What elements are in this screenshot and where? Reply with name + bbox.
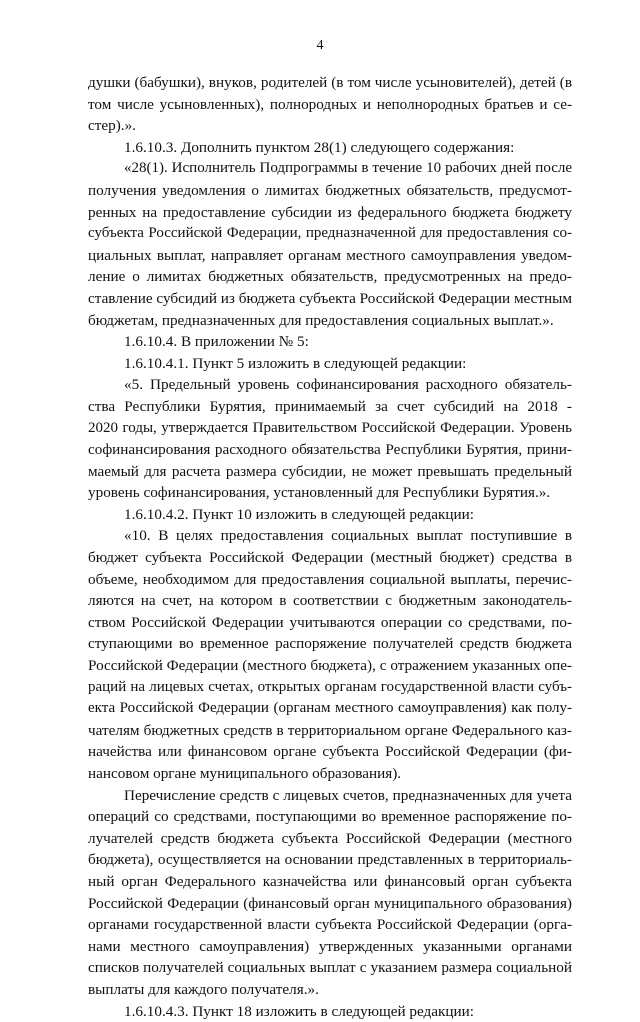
text-line: софинансирования расходного обязательства Республики Бурятия, прини-: [88, 441, 572, 459]
text-line: операций со средствами, поступающими во временное распоряжение по-: [88, 808, 572, 826]
text-line: ступающими во временное распоряжение получателей средств бюджета: [88, 635, 572, 653]
text-line: душки (бабушки), внуков, родителей (в том числе усыновителей), детей (в: [88, 74, 572, 91]
text-line: чателям бюджетных средств в территориальном органе Федерального каз-: [88, 721, 572, 739]
text-line: ством Российской Федерации учитываются операции со средствами, по-: [88, 613, 572, 631]
text-line: ный орган Федерального казначейства или финансовый орган субъекта: [88, 872, 572, 890]
text-line: ляются на счет, на котором в соответствии с бюджетным законодатель-: [88, 592, 572, 610]
text-line: бюджет субъекта Российской Федерации (местный бюджет) средства в: [88, 549, 572, 567]
text-line: ление о лимитах бюджетных обязательств, предусмотренных на предо-: [88, 268, 572, 286]
text-line: получения уведомления о лимитах бюджетных обязательств, предусмот-: [88, 181, 572, 199]
text-line: выплаты для каждого получателя.».: [88, 980, 319, 998]
text-line: 1.6.10.4. В приложении № 5:: [124, 333, 309, 351]
text-line: нансовом органе муниципального образования).: [88, 765, 402, 782]
text-line: екта Российской Федерации (органам местного самоуправления) как полу-: [88, 700, 572, 717]
text-line: маемый для расчета размера субсидии, не может превышать предельный: [88, 462, 572, 480]
text-line: раций на лицевых счетах, открытых органам государственной власти субъ-: [88, 678, 572, 695]
text-line: «10. В целях предоставления социальных выплат поступившие в: [124, 527, 572, 545]
text-line: объеме, необходимом для предоставления социальной выплаты, перечис-: [88, 570, 572, 588]
text-line: органами государственной власти субъекта Российской Федерации (орга-: [88, 916, 572, 934]
text-line: «5. Предельный уровень софинансирования расходного обязатель-: [124, 376, 572, 394]
text-line: бюджетам, предназначенных для предоставления социальных выплат.».: [88, 311, 554, 329]
page-number: 4: [316, 38, 324, 53]
text-line: Перечисление средств с лицевых счетов, предназначенных для учета: [124, 786, 572, 804]
text-line: начейства или финансовом органе субъекта Российской Федерации (фи-: [88, 743, 572, 761]
text-line: 1.6.10.4.2. Пункт 10 изложить в следующей редакции:: [124, 505, 474, 523]
text-line: ства Республики Бурятия, принимаемый за счет субсидий на 2018 -: [88, 397, 572, 415]
text-line: субъекта Российской Федерации, предназначенной для предоставления со-: [88, 225, 572, 242]
text-line: Российской Федерации (местного бюджета), с отражением указанных опе-: [88, 657, 572, 675]
text-line: лучателей средств бюджета субъекта Российской Федерации (местного: [88, 829, 572, 847]
document-body: [88, 72, 572, 1022]
text-line: 1.6.10.3. Дополнить пунктом 28(1) следующего содержания:: [124, 138, 515, 156]
text-line: 1.6.10.4.3. Пункт 18 изложить в следующей редакции:: [124, 1002, 474, 1020]
text-line: циальных выплат, направляет органам местного самоуправления уведом-: [88, 246, 572, 264]
text-line: 1.6.10.4.1. Пункт 5 изложить в следующей редакции:: [124, 354, 467, 372]
text-line: уровень софинансирования, установленный для Республики Бурятия.».: [88, 484, 551, 502]
text-line: том числе усыновленных), полнородных и неполнородных братьев и се-: [88, 95, 572, 113]
text-line: бюджета), осуществляется на основании представленных в территориаль-: [88, 851, 572, 869]
text-line: «28(1). Исполнитель Подпрограммы в течение 10 рабочих дней после: [124, 160, 572, 177]
text-line: Российской Федерации (финансовый орган муниципального образования): [88, 894, 572, 912]
text-line: стер).».: [88, 117, 136, 135]
text-line: списков получателей социальных выплат с указанием размера социальной: [88, 959, 572, 977]
text-line: нами местного самоуправления) утвержденных указанными органами: [88, 937, 572, 955]
text-line: 2020 годы, утверждается Правительством Российской Федерации. Уровень: [88, 419, 572, 436]
text-line: ставление субсидий из бюджета субъекта Российской Федерации местным: [88, 289, 572, 307]
text-line: ренных на предоставление субсидии из федерального бюджета бюджету: [88, 203, 572, 221]
